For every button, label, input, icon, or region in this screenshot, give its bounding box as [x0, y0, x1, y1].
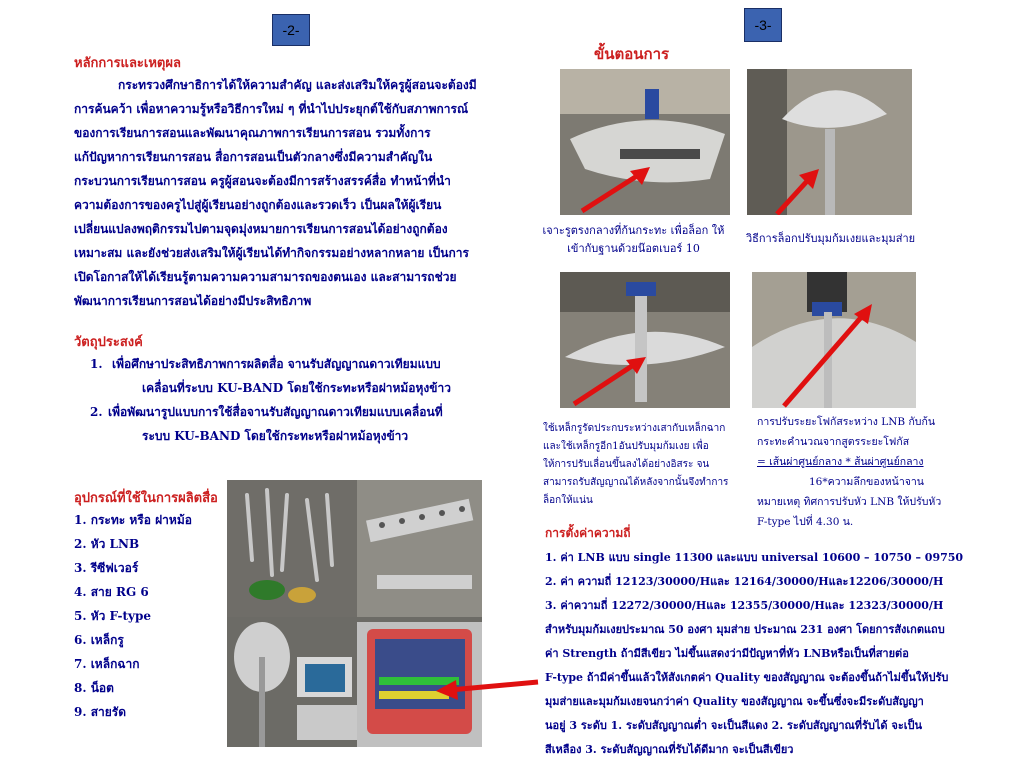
settings-item: 2. ค่า ความถี่ 12123/30000/Hและ 12164/30000/Hและ12206/30000/H — [545, 575, 944, 588]
settings-item: 1. ค่า LNB แบบ single 11300 และแบบ universal 10600 – 10750 – 09750 — [545, 551, 964, 564]
signal-note-line: นอยู่ 3 ระดับ 1. ระดับสัญญาณต่ำ จะเป็นสีแดง 2. ระดับสัญญาณที่รับได้ จะเป็น — [545, 719, 923, 732]
principle-line: พัฒนาการเรียนการสอนได้อย่างมีประสิทธิภาพ — [74, 294, 312, 308]
step-photo-bracket — [560, 272, 730, 408]
objective-item — [90, 352, 490, 400]
objective-text: เพื่อพัฒนารูปแบบการใช้สื่อจานรับสัญญาณดาวเทียมแบบเคลื่อนที่ — [108, 405, 443, 419]
principle-line: เปลี่ยนแปลงพฤติกรรมไปตามจุดมุ่งหมายการเรียนการสอนได้อย่างถูกต้อง — [74, 222, 448, 236]
focal-line: หมายเหตุ ทิศการปรับหัว LNB ให้ปรับหัว — [757, 496, 942, 508]
principle-line: กระบวนการเรียนการสอน ครูผู้สอนจะต้องมีการสร้างสรรค์สื่อ ทำหน้าที่นำ — [74, 174, 451, 188]
principle-line: เหมาะสม และยังช่วยส่งเสริมให้ผู้เรียนได้ทำกิจกรรมอย่างหลากหลาย เป็นการ — [74, 246, 469, 260]
principle-line: การค้นคว้า เพื่อหาความรู้หรือวิธีการใหม่ ๆ ที่นำไปประยุกต์ใช้กับสภาพการณ์ — [74, 102, 469, 116]
steps-title: ขั้นตอนการ — [594, 45, 670, 63]
equipment-list — [74, 508, 192, 724]
equipment-item: 3. รีซีฟเวอร์ — [74, 561, 139, 575]
equipment-item: 8. น็อต — [74, 681, 114, 695]
principle-title: หลักการและเหตุผล — [74, 56, 181, 71]
objective-text-cont: ระบบ KU-BAND โดยใช้กระทะหรือฝาหม้อหุงข้าว — [142, 429, 409, 443]
principle-line: แก้ปัญหาการเรียนการสอน สื่อการสอนเป็นตัวกลางซึ่งมีความสำคัญใน — [74, 150, 433, 164]
objective-text-cont: เคลื่อนที่ระบบ KU-BAND โดยใช้กระทะหรือฝาหม้อหุงข้าว — [142, 381, 451, 395]
signal-note-line: สำหรับมุมก้มเงยประมาณ 50 องศา มุมส่าย ประมาณ 231 องศา โดยการสังเกตแถบ — [545, 623, 945, 636]
equipment-item: 1. กระทะ หรือ ฝาหม้อ — [74, 513, 192, 527]
settings-title: การตั้งค่าความถี่ — [545, 526, 631, 540]
focal-line: การปรับระยะโฟกัสระหว่าง LNB กับก้น — [757, 416, 936, 428]
caption-drill-center: เจาะรูตรงกลางที่ก้นกระทะ เพื่อล็อก ให้เข้ากับฐานด้วยน๊อตเบอร์ 10 — [542, 224, 725, 255]
principle-line: กระทรวงศึกษาธิการได้ให้ความสำคัญ และส่งเสริมให้ครูผู้สอนจะต้องมี — [118, 78, 477, 92]
focal-formula — [757, 412, 987, 532]
signal-note-line: F-type ถ้ามีค่าขึ้นแล้วให้สังเกตค่า Quality ของสัญญาณ จะต้องขึ้นถ้าไม่ขึ้นให้ปรับ — [545, 671, 949, 684]
signal-notes — [545, 618, 1020, 762]
equipment-title: อุปกรณ์ที่ใช้ในการผลิตสื่อ — [74, 491, 218, 506]
step-photo-1-drawing — [560, 69, 730, 215]
step-photo-4-drawing — [752, 272, 916, 408]
step-photo-lock-angle — [747, 69, 912, 215]
step-photo-2-drawing — [747, 69, 912, 215]
principle-line: ของการเรียนการสอนและพัฒนาคุณภาพการเรียนการสอน รวมทั้งการ — [74, 126, 431, 140]
objective-item — [90, 400, 490, 448]
focal-line: F-type ไปที่ 4.30 น. — [757, 516, 854, 528]
objective-number: 2. — [90, 405, 103, 419]
page-number-3: -3- — [744, 8, 782, 42]
focal-denominator: 16*ความลึกของหน้าจาน — [809, 476, 924, 488]
objective-text: เพื่อศึกษาประสิทธิภาพการผลิตสื่อ จานรับสัญญาณดาวเทียมแบบ — [112, 357, 441, 371]
principle-line: ความต้องการของครูไปสู่ผู้เรียนอย่างถูกต้องและรวดเร็ว เป็นผลให้ผู้เรียน — [74, 198, 442, 212]
equipment-item: 6. เหล็กรู — [74, 633, 124, 647]
signal-note-line: มุมส่ายและมุมก้มเงยจนกว่าค่า Quality ของสัญญาณ จะขึ้นซึ่งจะมีระดับสัญญา — [545, 695, 924, 708]
step-photo-focus — [752, 272, 916, 408]
step-photo-3-drawing — [560, 272, 730, 408]
tools-photo — [227, 480, 482, 617]
focal-numerator: = เส้นผ่าศูนย์กลาง * ส้นผ่าศูนย์กลาง — [757, 456, 924, 468]
principle-paragraph — [74, 73, 494, 313]
principle-line: เปิดโอกาสให้ได้เรียนรู้ตามความความสามารถของตนเอง และสามารถช่วย — [74, 270, 457, 284]
tools-photo-drawing — [227, 480, 482, 617]
objective-title: วัตถุประสงค์ — [74, 335, 143, 350]
caption-lock-angle: วิธีการล็อกปรับมุมก้มเงยและมุมส่าย — [746, 232, 916, 245]
focal-line: กระทะคำนวณจากสูตรระยะโฟกัส — [757, 436, 910, 448]
equipment-item: 9. สายรัด — [74, 705, 127, 719]
equipment-item: 5. หัว F-type — [74, 609, 152, 623]
signal-note-line: สีเหลือง 3. ระดับสัญญาณที่รับได้ดีมาก จะเป็นสีเขียว — [545, 743, 794, 756]
settings-item: 3. ค่าความถี่ 12272/30000/Hและ 12355/30000/Hและ 12323/30000/H — [545, 599, 944, 612]
equipment-item: 7. เหล็กฉาก — [74, 657, 140, 671]
page-number-2: -2- — [272, 14, 310, 46]
signal-note-line: ค่า Strength ถ้ามีสีเขียว ไม่ขึ้นแสดงว่ามีปัญหาที่หัว LNBหรือเป็นที่สายต่อ — [545, 647, 909, 660]
step-photo-drill-center — [560, 69, 730, 215]
arrow-to-tv-icon — [430, 672, 540, 702]
caption-bracket: ใช้เหล็กรูรัดประกบระหว่างเสากับเหล็กฉาก และใช้เหล็กรูอีก1อันปรับมุมก้มเงย เพื่อให้การปรับเลื่อนขึ้นลงได้อย่างอิสระ จนสามารถรับสัญญาณได้หลังจากนั้นจึงทำการล็อกให้แน่น — [543, 423, 729, 506]
objective-number: 1. — [90, 357, 103, 371]
equipment-item: 4. สาย RG 6 — [74, 585, 149, 599]
settings-list — [545, 546, 1015, 618]
equipment-item: 2. หัว LNB — [74, 537, 140, 551]
objective-list — [90, 352, 490, 448]
